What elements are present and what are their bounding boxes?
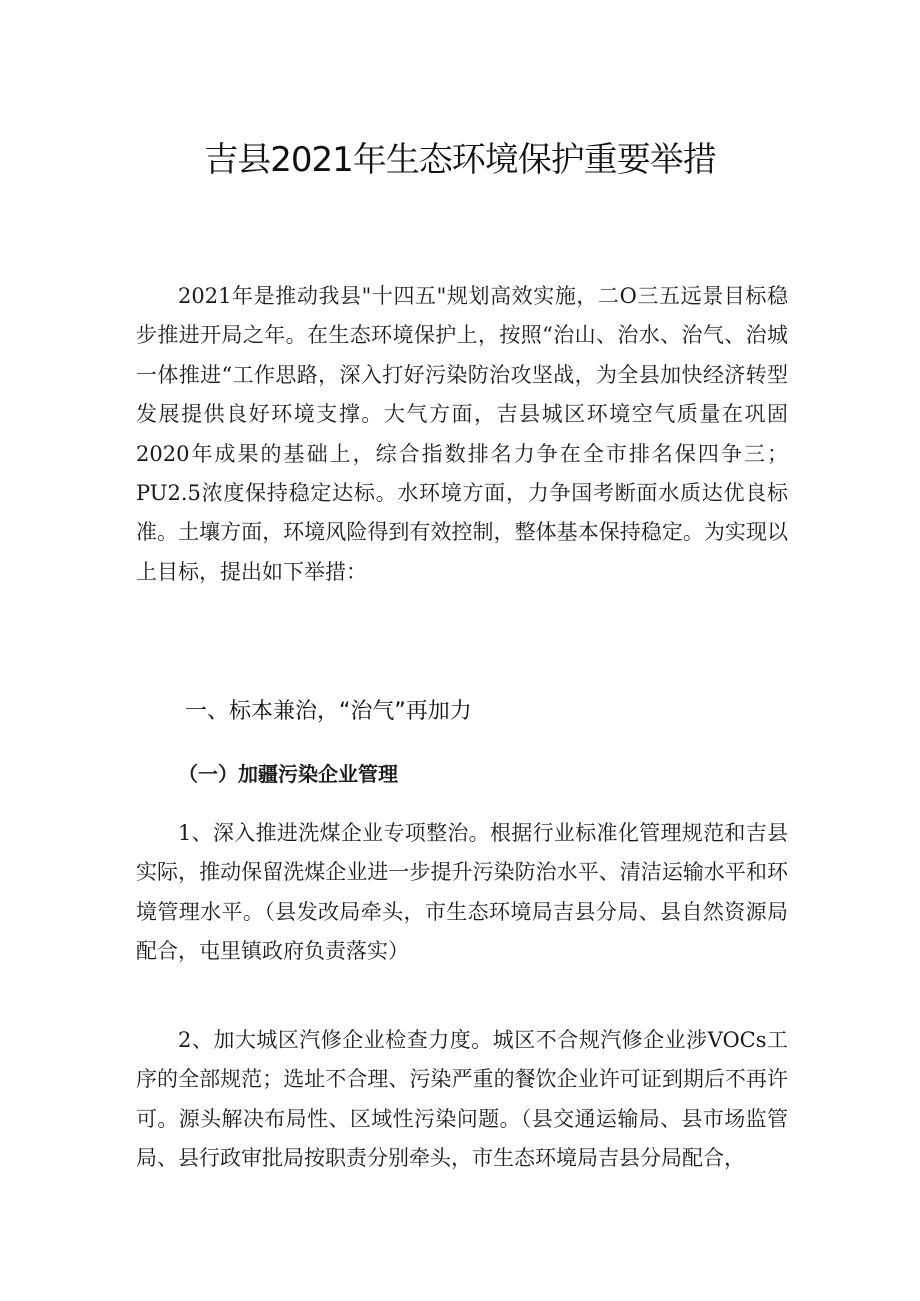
intro-paragraph: 2021年是推动我县"十四五"规划高效实施，二O三五远景目标稳步推进开局之年。在生态环境保护上，按照“治山、治水、治气、治城一体推进“工作思路，深入打好污染防治攻坚战，为全县加快经济转型发展提供良好环境支撑。大气方面，吉县城区环境空气质量在巩固2020年成果的基础上，综合指数排名力争在全市排名保四争三；PU2.5浓度保持稳定达标。水环境方面，力争国考断面水质达优良标准。土壤方面，环境风险得到有效控制，整体基本保持稳定。为实现以上目标，提出如下举措： (136, 284, 788, 584)
item-2-block (136, 1021, 788, 1179)
item-1-paragraph: 1、深入推进洗煤企业专项整治。根据行业标准化管理规范和吉县实际，推动保留洗煤企业进一步提升污染防治水平、清洁运输水平和环境管理水平。（县发改局牵头，市生态环境局吉县分局、县自然资源局配合，屯里镇政府负责落实） (136, 821, 788, 964)
section-heading: 一、标本兼治，“治气”再加力 (185, 699, 472, 724)
intro-block (136, 277, 788, 592)
document-title: 吉县2021年生态环境保护重要举措 (204, 140, 716, 180)
subsection-heading: （一）加疆污染企业管理 (178, 762, 398, 786)
item-1-block (136, 814, 788, 972)
item-2-paragraph: 2、加大城区汽修企业检查力度。城区不合规汽修企业涉VOCs工序的全部规范；选址不合理、污染严重的餐饮企业许可证到期后不再许可。源头解决布局性、区域性污染问题。（县交通运输局、县市场监管局、县行政审批局按职责分别牵头，市生态环境局吉县分局配合， (136, 1028, 788, 1171)
